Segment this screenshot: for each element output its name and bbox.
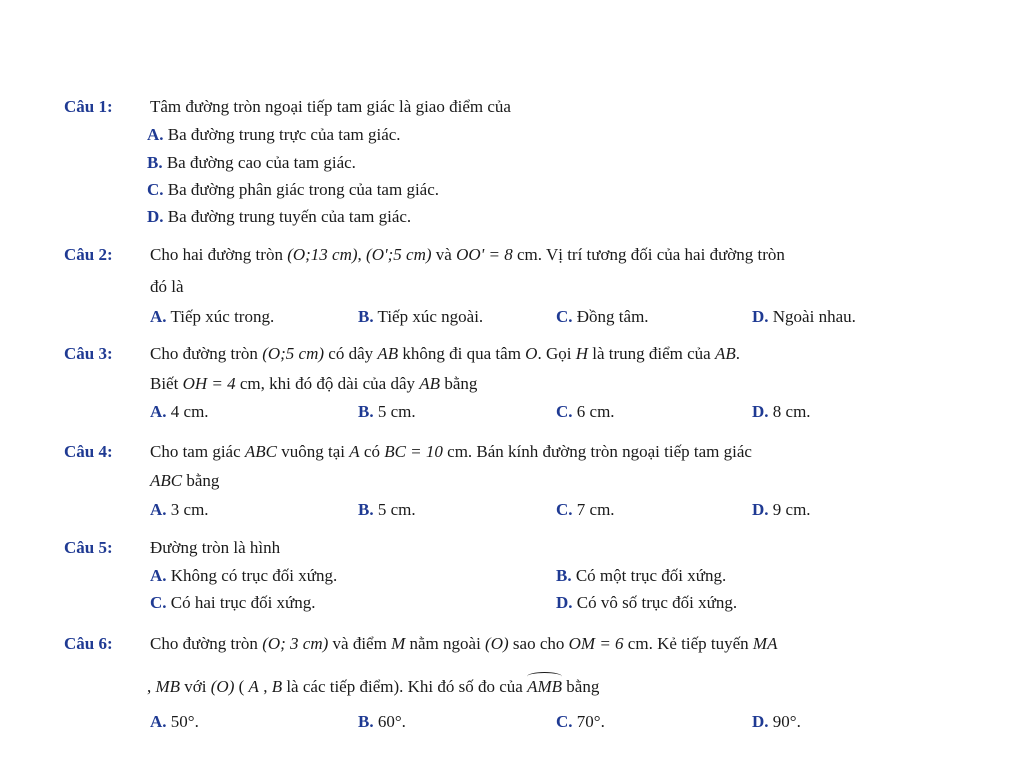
stem-text: cm. Bán kính đường tròn ngoại tiếp tam giác [442,442,752,461]
stem-math: (O;5 cm) [262,344,325,363]
question-4-stem [150,442,752,462]
question-5-label: Câu 5: [64,538,113,557]
question-2-stem-cont: đó là [150,277,184,296]
question-6-option-d [752,712,801,732]
option-text: Đồng tâm. [576,307,649,326]
option-text: Có một trục đối xứng. [575,566,727,585]
stem-math: M [391,634,406,653]
stem-text: là các tiếp điểm). Khi đó số đo của [282,677,528,696]
option-letter: A. [150,307,167,326]
option-letter: B. [358,402,374,421]
option-letter: B. [147,153,163,172]
question-4-option-a [150,500,209,520]
option-letter: A. [150,402,167,421]
arc-amb: AMB [527,677,563,696]
stem-text: Cho tam giác [150,442,245,461]
option-text: 60°. [377,712,406,731]
option-letter: D. [556,593,573,612]
question-4-option-b [358,500,416,520]
question-4-label: Câu 4: [64,442,113,461]
option-letter: C. [150,593,167,612]
stem-text: ( [234,677,249,696]
stem-text: và [431,245,457,264]
stem-text: Cho hai đường tròn [150,245,288,264]
question-4-option-d [752,500,811,520]
question-1-option-d [147,207,411,227]
question-2-option-c [556,307,649,327]
option-letter: C. [556,712,573,731]
option-text: 5 cm. [377,500,416,519]
stem-text: và điểm [328,634,392,653]
option-text: 4 cm. [170,402,209,421]
stem-math: BC = 10 [384,442,443,461]
question-5-option-c [150,593,316,613]
option-letter: B. [358,307,374,326]
option-text: Ba đường trung trực của tam giác. [167,125,401,144]
option-text: 6 cm. [576,402,615,421]
stem-text: nằm ngoài [405,634,486,653]
stem-math: (O;13 cm) [287,245,358,264]
stem-math: (O) [485,634,509,653]
stem-text: . [735,344,741,363]
option-letter: D. [752,307,769,326]
question-6-stem [150,634,777,654]
stem-math: A [349,442,360,461]
question-1-stem: Tâm đường tròn ngoại tiếp tam giác là giao điểm của [150,97,511,116]
option-letter: A. [150,566,167,585]
option-text: Tiếp xúc trong. [170,307,275,326]
stem-text: bằng [440,374,478,393]
option-text: Tiếp xúc ngoài. [377,307,484,326]
stem-math: MA [752,634,778,653]
stem-math: OO' = 8 [456,245,513,264]
stem-math: OH = 4 [182,374,236,393]
question-6-label: Câu 6: [64,634,113,653]
option-text: 3 cm. [170,500,209,519]
question-3-stem-cont [150,374,477,394]
question-5-option-a [150,566,337,586]
option-letter: B. [556,566,572,585]
stem-math: AB [714,344,736,363]
stem-math: O [525,344,538,363]
stem-text: với [180,677,211,696]
stem-math: MB [155,677,181,696]
question-2-label: Câu 2: [64,245,113,264]
stem-text: Cho đường tròn [150,634,263,653]
option-letter: B. [358,500,374,519]
stem-text: là trung điểm của [587,344,715,363]
option-text: 70°. [576,712,605,731]
stem-text: có [359,442,385,461]
question-5-stem: Đường tròn là hình [150,538,281,557]
question-3-option-c [556,402,615,422]
question-2-option-a [150,307,274,327]
stem-text: cm, khi đó độ dài của dây [235,374,420,393]
question-1-option-a [147,125,401,145]
option-letter: D. [752,712,769,731]
stem-text: sao cho [508,634,569,653]
option-letter: A. [147,125,164,144]
option-text: Không có trục đối xứng. [170,566,338,585]
stem-text: không đi qua tâm [398,344,526,363]
option-text: 5 cm. [377,402,416,421]
stem-text: vuông tại [277,442,350,461]
option-text: Có vô số trục đối xứng. [576,593,738,612]
question-6-option-c [556,712,605,732]
stem-text: . Gọi [537,344,576,363]
stem-math: ABC [150,471,183,490]
option-letter: A. [150,500,167,519]
question-2-option-d [752,307,856,327]
stem-math: B [271,677,283,696]
stem-text: Biết [150,374,183,393]
question-6-stem-cont [147,677,599,697]
stem-math: AB [377,344,399,363]
stem-text: , [258,677,272,696]
option-text: Ba đường trung tuyến của tam giác. [167,207,412,226]
stem-math: A [248,677,259,696]
question-1-label: Câu 1: [64,97,113,116]
stem-text: , [357,245,367,264]
question-4-option-c [556,500,615,520]
stem-text: cm. Kẻ tiếp tuyến [623,634,753,653]
stem-math: ABC [244,442,278,461]
option-letter: C. [556,500,573,519]
stem-text: Cho đường tròn [150,344,263,363]
question-3-option-b [358,402,416,422]
question-2-option-b [358,307,483,327]
stem-math: (O';5 cm) [366,245,432,264]
question-3-label: Câu 3: [64,344,113,363]
question-5-option-b [556,566,726,586]
question-6-option-b [358,712,406,732]
question-3-option-d [752,402,811,422]
option-text: Ngoài nhau. [772,307,856,326]
option-text: 7 cm. [576,500,615,519]
option-text: 50°. [170,712,199,731]
question-3-option-a [150,402,209,422]
stem-math: OM = 6 [568,634,624,653]
option-letter: D. [752,500,769,519]
stem-text: cm. Vị trí tương đối của hai đường tròn [512,245,785,264]
stem-text: bằng [562,677,600,696]
option-text: Có hai trục đối xứng. [170,593,316,612]
question-5-option-d [556,593,737,613]
question-3-stem [150,344,740,364]
option-text: 9 cm. [772,500,811,519]
stem-math: AB [419,374,441,393]
stem-text: có dây [324,344,378,363]
stem-math: H [575,344,588,363]
stem-math: (O) [210,677,235,696]
option-text: 8 cm. [772,402,811,421]
option-letter: D. [752,402,769,421]
option-text: Ba đường cao của tam giác. [166,153,356,172]
option-text: 90°. [772,712,801,731]
option-text: Ba đường phân giác trong của tam giác. [167,180,440,199]
option-letter: C. [147,180,164,199]
question-6-option-a [150,712,199,732]
stem-text: bằng [182,471,220,490]
question-2-stem [150,245,785,265]
question-4-stem-cont [150,471,219,491]
stem-text: , [147,677,156,696]
option-letter: D. [147,207,164,226]
option-letter: C. [556,307,573,326]
question-1-option-b [147,153,356,173]
option-letter: C. [556,402,573,421]
option-letter: A. [150,712,167,731]
option-letter: B. [358,712,374,731]
question-1-option-c [147,180,439,200]
stem-math: (O; 3 cm) [262,634,329,653]
